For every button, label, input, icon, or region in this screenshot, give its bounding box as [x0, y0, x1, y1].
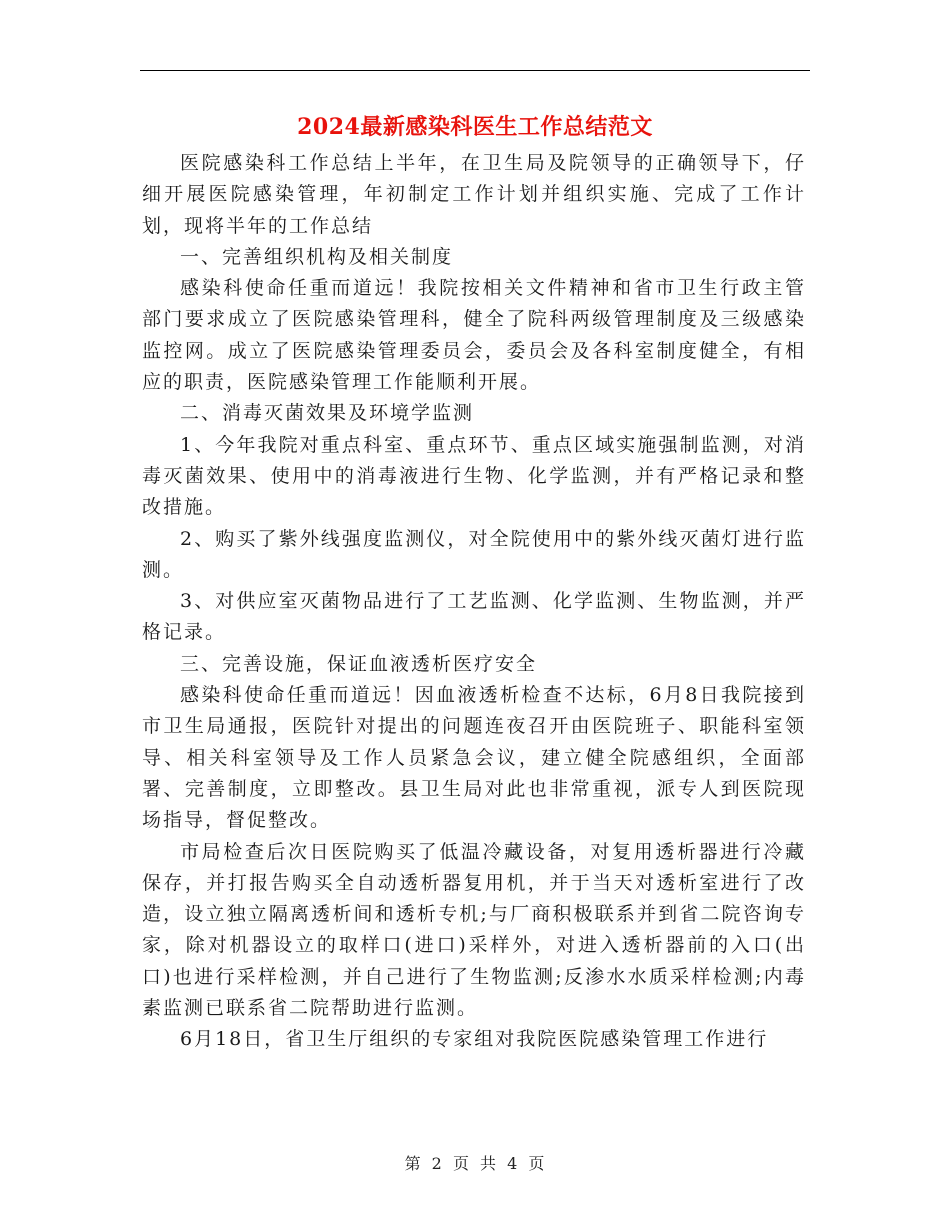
header-rule	[140, 70, 810, 71]
section-heading-1: 一、完善组织机构及相关制度	[180, 245, 454, 268]
section-heading-3: 三、完善设施，保证血液透析医疗安全	[180, 652, 538, 675]
section-heading-2: 二、消毒灭菌效果及环境学监测	[180, 402, 475, 425]
paragraph-organization: 感染科使命任重而道远！我院按相关文件精神和省市卫生行政主管部门要求成立了医院感染管理科，健全了院科两级管理制度及三级感染监控网。成立了医院感染管理委员会，委员会及各科室制度健全，有相应的职责，医院感染管理工作能顺利开展。	[142, 277, 806, 394]
list-item-3: 3、对供应室灭菌物品进行了工艺监测、化学监测、生物监测，并严格记录。	[142, 590, 806, 644]
document-body	[142, 148, 806, 1056]
document-title: 2024最新感染科医生工作总结范文	[297, 114, 653, 140]
page-number: 第 2 页 共 4 页	[404, 1154, 546, 1173]
paragraph-dialysis-incident: 感染科使命任重而道远！因血液透析检查不达标，6月8日我院接到市卫生局通报，医院针对提出的问题连夜召开由医院班子、职能科室领导、相关科室领导及工作人员紧急会议，建立健全院感组织，全面部署、完善制度，立即整改。县卫生局对此也非常重视，派专人到医院现场指导，督促整改。	[142, 684, 806, 832]
list-item-1: 1、今年我院对重点科室、重点环节、重点区域实施强制监测，对消毒灭菌效果、使用中的消毒液进行生物、化学监测，并有严格记录和整改措施。	[142, 433, 806, 519]
paragraph-expert-inspection: 6月18日，省卫生厅组织的专家组对我院医院感染管理工作进行	[180, 1028, 769, 1051]
list-item-2: 2、购买了紫外线强度监测仪，对全院使用中的紫外线灭菌灯进行监测。	[142, 527, 806, 581]
paragraph-dialysis-measures: 市局检查后次日医院购买了低温冷藏设备，对复用透析器进行冷藏保存，并打报告购买全自动透析器复用机，并于当天对透析室进行了改造，设立独立隔离透析间和透析专机;与厂商积极联系并到省二院咨询专家，除对机器设立的取样口(进口)采样外，对进入透析器前的入口(出口)也进行采样检测，并自己进行了生物监测;反渗水水质采样检测;内毒素监测已联系省二院帮助进行监测。	[142, 840, 806, 1020]
paragraph-intro: 医院感染科工作总结上半年，在卫生局及院领导的正确领导下，仔细开展医院感染管理，年初制定工作计划并组织实施、完成了工作计划，现将半年的工作总结	[142, 152, 806, 237]
